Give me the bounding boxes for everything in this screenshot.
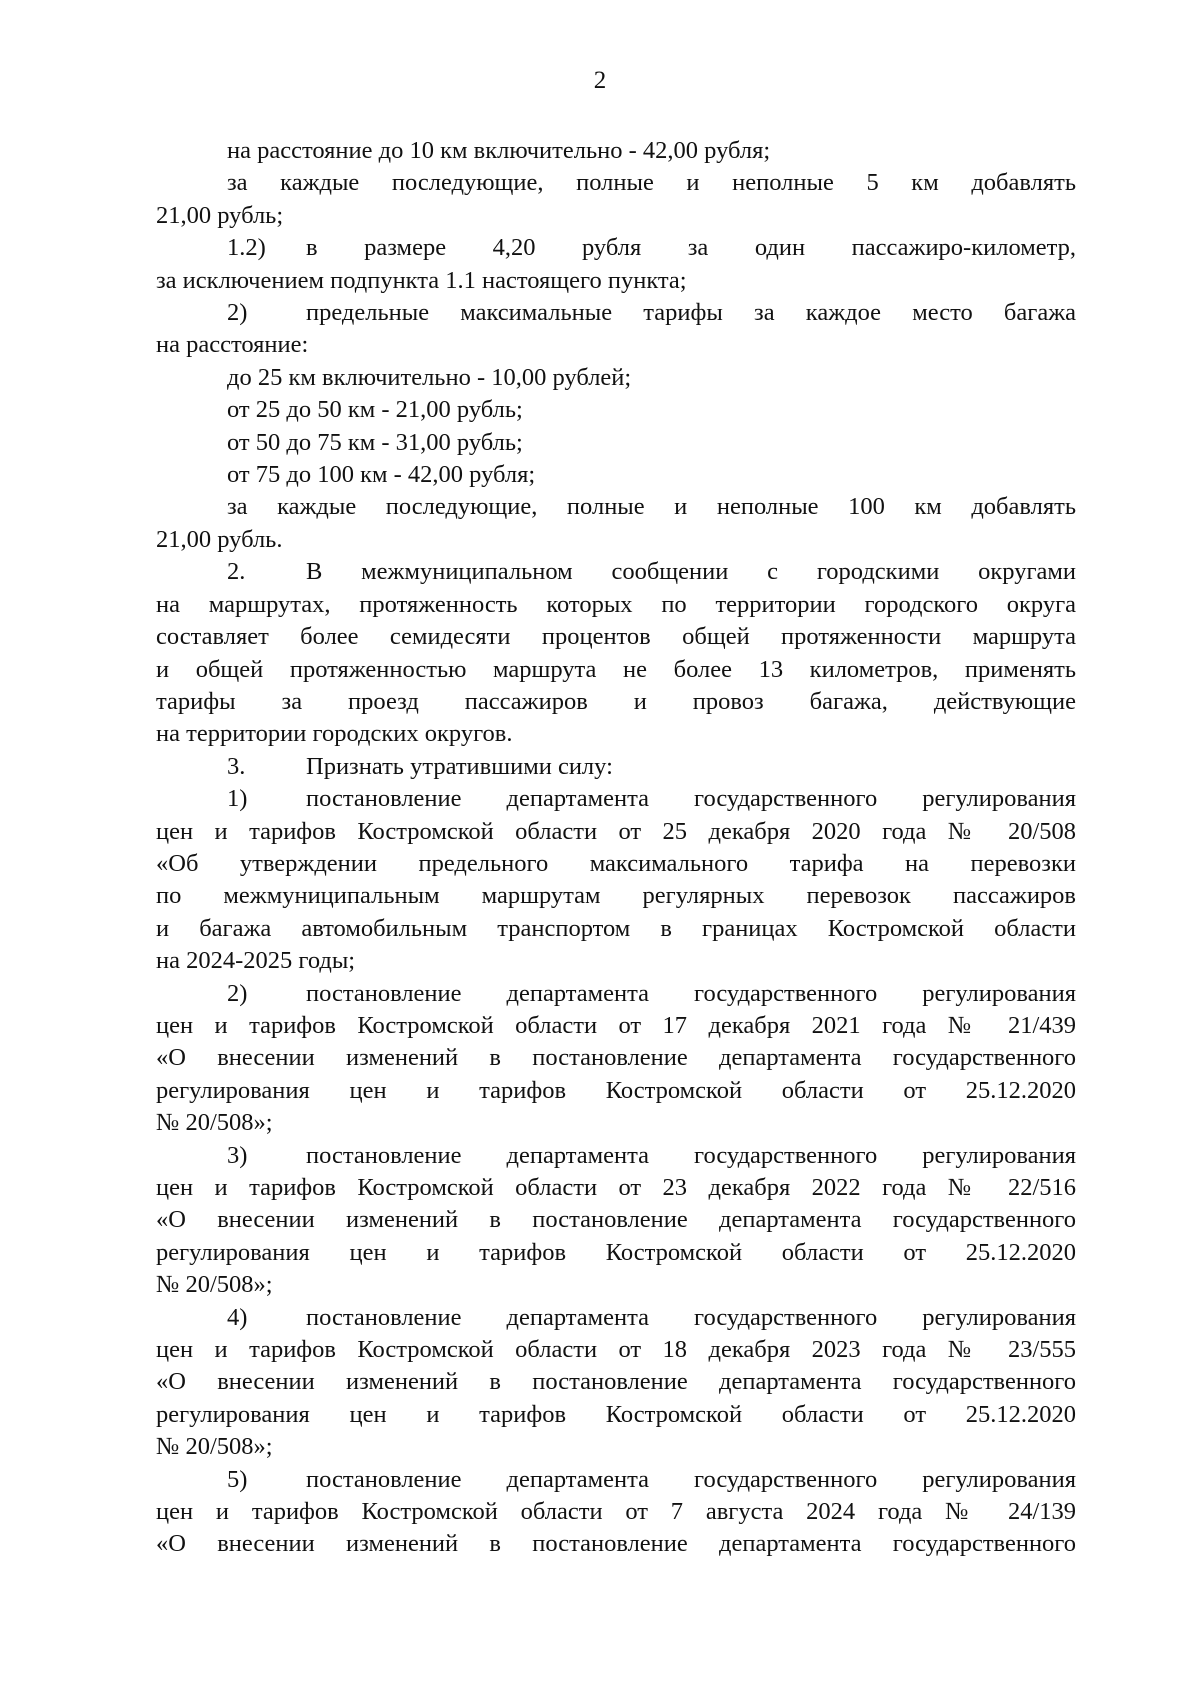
text-line: на 2024-2025 годы;: [156, 947, 356, 975]
text-line: регулирования цен и тарифов Костромской области от 25.12.2020: [156, 1238, 1076, 1266]
text-line: 5) постановление департамента государственного регулирования: [156, 1464, 1076, 1496]
text-line: за исключением подпункта 1.1 настоящего пункта;: [156, 266, 687, 294]
text-line: от 25 до 50 км - 21,00 рубль;: [227, 396, 523, 424]
text-line: «О внесении изменений в постановление департамента государственного: [156, 1044, 1076, 1072]
text-line: 1.2) в размере 4,20 рубля за один пассажиро-километр,: [156, 232, 1076, 264]
document-body: [156, 135, 1076, 1561]
item-number: 2): [227, 979, 248, 1007]
item-number: 3.: [227, 752, 246, 780]
text-line: составляет более семидесяти процентов общей протяженности маршрута: [156, 623, 1076, 651]
text-line: цен и тарифов Костромской области от 17 декабря 2021 года № 21/439: [156, 1011, 1076, 1039]
text-line: 4) постановление департамента государственного регулирования: [156, 1302, 1076, 1334]
text-line: «О внесении изменений в постановление департамента государственного: [156, 1530, 1076, 1558]
text-line: цен и тарифов Костромской области от 25 декабря 2020 года № 20/508: [156, 817, 1076, 845]
text-line: и общей протяженностью маршрута не более 13 километров, применять: [156, 655, 1076, 683]
text-line: от 50 до 75 км - 31,00 рубль;: [227, 428, 523, 456]
text-line: и багажа автомобильным транспортом в границах Костромской области: [156, 914, 1076, 942]
text-line: № 20/508»;: [156, 1109, 273, 1137]
text-line: за каждые последующие, полные и неполные 5 км добавлять: [227, 169, 1076, 197]
item-number: 4): [227, 1303, 248, 1331]
text-line: 2) предельные максимальные тарифы за каждое место багажа: [156, 297, 1076, 329]
text-line: 21,00 рубль;: [156, 201, 284, 229]
item-number: 5): [227, 1465, 248, 1493]
text-line: регулирования цен и тарифов Костромской области от 25.12.2020: [156, 1400, 1076, 1428]
text-line: по межмуниципальным маршрутам регулярных перевозок пассажиров: [156, 882, 1076, 910]
text-line: цен и тарифов Костромской области от 7 августа 2024 года № 24/139: [156, 1498, 1076, 1526]
text-line: на расстояние до 10 км включительно - 42,00 рубля;: [227, 137, 771, 164]
item-number: 2.: [227, 558, 246, 586]
text-line: 21,00 рубль.: [156, 525, 283, 553]
text-line: 2. В межмуниципальном сообщении с городскими округами: [156, 556, 1076, 588]
text-line: 1) постановление департамента государственного регулирования: [156, 783, 1076, 815]
text-line: «О внесении изменений в постановление департамента государственного: [156, 1368, 1076, 1396]
item-number: 2): [227, 299, 248, 327]
text-line: цен и тарифов Костромской области от 23 декабря 2022 года № 22/516: [156, 1174, 1076, 1201]
text-line: тарифы за проезд пассажиров и провоз багажа, действующие: [156, 687, 1076, 715]
text-line: регулирования цен и тарифов Костромской области от 25.12.2020: [156, 1076, 1076, 1104]
text-line: на маршрутах, протяженность которых по территории городского округа: [156, 590, 1076, 618]
text-line: 2) постановление департамента государственного регулирования: [156, 978, 1076, 1010]
page-number: 2: [593, 67, 607, 94]
item-number: 1): [227, 785, 248, 813]
text-line: на расстояние:: [156, 331, 309, 359]
item-number: 3): [227, 1141, 248, 1169]
text-line: «О внесении изменений в постановление департамента государственного: [156, 1206, 1076, 1234]
text-line: от 75 до 100 км - 42,00 рубля;: [227, 461, 536, 489]
text-line: № 20/508»;: [156, 1433, 273, 1461]
text-line: цен и тарифов Костромской области от 18 декабря 2023 года № 23/555: [156, 1336, 1076, 1364]
text-line: № 20/508»;: [156, 1271, 273, 1299]
text-line: на территории городских округов.: [156, 720, 513, 748]
text-line: 3) постановление департамента государственного регулирования: [156, 1140, 1076, 1172]
text-line: за каждые последующие, полные и неполные 100 км добавлять: [227, 493, 1076, 521]
text-line: до 25 км включительно - 10,00 рублей;: [227, 363, 632, 391]
text-line: 3. Признать утратившими силу:: [156, 751, 1076, 783]
item-number: 1.2): [227, 234, 266, 262]
text-line: «Об утверждении предельного максимального тарифа на перевозки: [156, 849, 1076, 877]
